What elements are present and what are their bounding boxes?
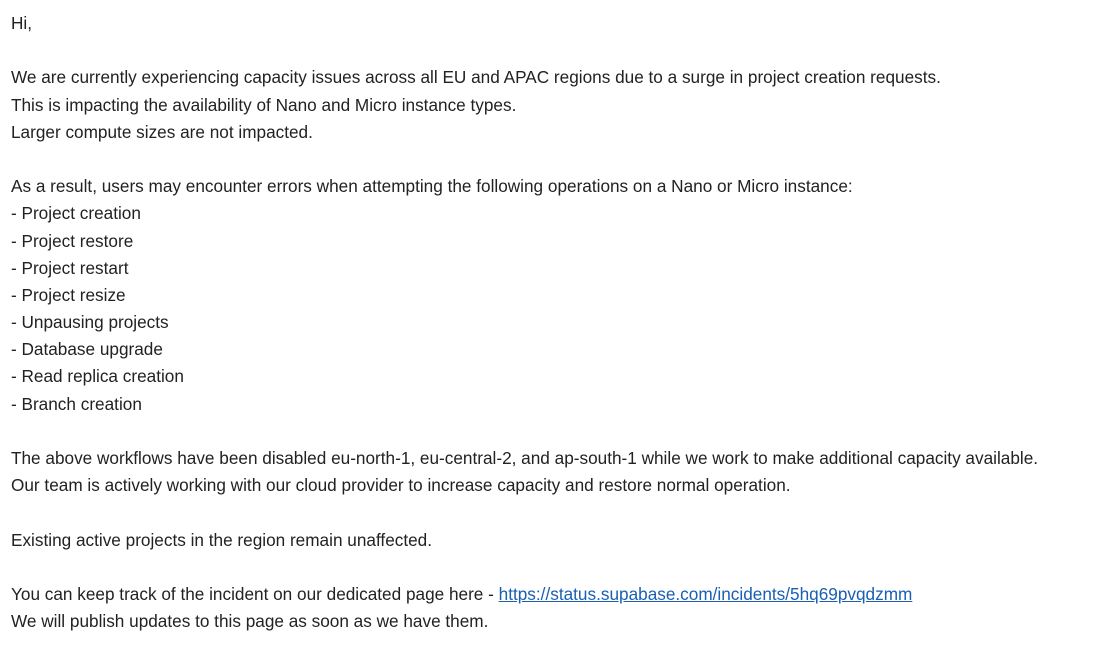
list-item: - Read replica creation — [11, 366, 184, 387]
spacer — [11, 146, 1106, 173]
track-line — [11, 581, 1106, 608]
intro-line-1: We are currently experiencing capacity issues across all EU and APAC regions due to a surge in project creation requests. — [11, 67, 941, 88]
list-item: - Project resize — [11, 284, 126, 305]
updates-line: We will publish updates to this page as soon as we have them. — [11, 611, 489, 632]
list-item: - Unpausing projects — [11, 312, 169, 333]
list-item: - Branch creation — [11, 393, 142, 414]
greeting: Hi, — [11, 13, 33, 33]
spacer — [11, 418, 1106, 445]
disabled-line-2: Our team is actively working with our cloud provider to increase capacity and restore normal operation. — [11, 475, 791, 496]
incident-link[interactable]: https://status.supabase.com/incidents/5hq69pvqdzmm — [498, 583, 913, 604]
disabled-line-1: The above workflows have been disabled eu-north-1, eu-central-2, and ap-south-1 while we work to make additional capacity available. — [11, 448, 1039, 468]
intro-line-2: This is impacting the availability of Nano and Micro instance types. — [11, 94, 517, 115]
email-body — [11, 10, 1106, 635]
list-item: - Project creation — [11, 203, 141, 224]
spacer — [11, 554, 1106, 581]
spacer — [11, 499, 1106, 526]
unaffected-line: Existing active projects in the region remain unaffected. — [11, 529, 433, 550]
spacer — [11, 37, 1106, 64]
track-prefix: You can keep track of the incident on our dedicated page here - — [11, 583, 499, 604]
intro-line-3: Larger compute sizes are not impacted. — [11, 121, 313, 142]
list-item: - Project restart — [11, 257, 129, 278]
list-item: - Database upgrade — [11, 339, 163, 360]
operations-intro: As a result, users may encounter errors when attempting the following operations on a Nano or Micro instance: — [11, 176, 853, 197]
operations-list — [11, 200, 1106, 418]
list-item: - Project restore — [11, 230, 134, 251]
